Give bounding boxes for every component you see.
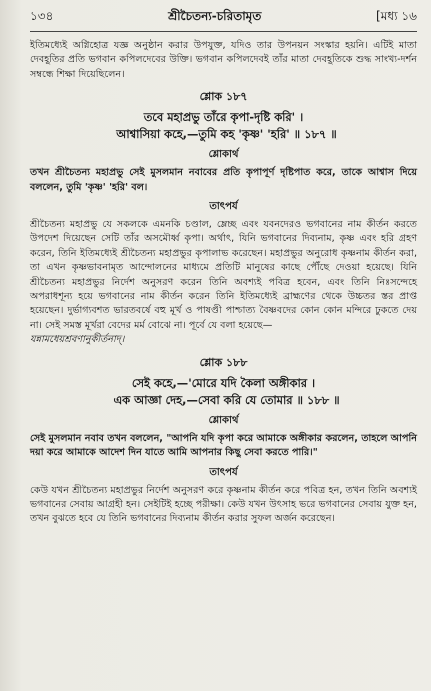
- chapter-marker: [মধ্য ১৬: [376, 9, 417, 23]
- running-title: শ্রীচৈতন্য-চরিতামৃত: [168, 9, 262, 23]
- page-header: [30, 8, 417, 32]
- page-number: ১৩৪: [30, 9, 54, 23]
- intro-paragraph: ইতিমধ্যেই অগ্নিহোত্র যজ্ঞ অনুষ্ঠান করার উপযুক্ত, যদিও তার উপনয়ন সংস্কার হয়নি। এটিই মাতা দেবহূতির প্রতি ভগবান কপিলদেবের উক্তি। ভগবান কপিলদেবই তাঁর মাতা দেবহূতিকে শুদ্ধ সাংখ্য-দর্শন সম্বন্ধে শিক্ষা দিয়েছিলেন।: [30, 40, 417, 80]
- verse-188: [30, 354, 417, 527]
- verse-187-translation: তখন শ্রীচৈতন্য মহাপ্রভু সেই মুসলমান নবাবের প্রতি কৃপাপূর্ণ দৃষ্টিপাত করে, তাকে আশ্বাস দিয়ে বললেন, তুমি 'কৃষ্ণ' 'হরি' বল।: [30, 167, 417, 193]
- verse-187-purport: শ্রীচৈতন্য মহাপ্রভু যে সকলকে এমনকি চণ্ডাল, ম্লেচ্ছ এবং যবনদেরও ভগবানের নাম কীর্তন করতে উপদেশ দিয়েছেন সেটি তাঁর অসমৌর্ধ্ব কৃপা। অর্থাৎ, যিনি ভগবানের দিব্যনাম, কৃষ্ণ এবং হরি গ্রহণ করেন, তিনি ইতিমধ্যেই শ্রীচৈতন্য মহাপ্রভুর কৃপালাভ করেছেন। মহাপ্রভুর অনুরোধ কৃষ্ণনাম কীর্তন করা, তা এখন কৃষ্ণভাবনামৃত আন্দোলনের মাধ্যমে প্রতিটি মানুষের কাছে পৌঁছে দেওয়া হয়েছে। যিনি শ্রীচৈতন্য মহাপ্রভুর নির্দেশ অনুসরণ করেন তিনি অবশ্যই পবিত্র হবেন, এবং তিনি নিঃসন্দেহে অপরাধশূন্য হয়ে ভগবানের নাম কীর্তন করেন তিনি ইতিমধ্যেই ব্রাহ্মণের থেকে উচ্চতর স্তর প্রাপ্ত হয়েছেন। দুর্ভাগ্যবশত ভারতবর্ষে বহু মূর্খ ও পাষণ্ডী পাশ্চাত্য বৈষ্ণবদের কোন কোন মন্দিরে ঢুকতে দেয় না। সেই সমস্ত মূর্খরা বেদের মর্ম বোঝে না। পূর্বে যে বলা হয়েছে—: [30, 219, 417, 331]
- verse-188-purport: কেউ যখন শ্রীচৈতন্য মহাপ্রভুর নির্দেশ অনুসরণ করে কৃষ্ণনাম কীর্তন করে পবিত্র হন, তখন তিনি অবশ্যই ভগবানের সেবায় আগ্রহী হন। সেইটিই হচ্ছে পরীক্ষা। কেউ যখন উৎসাহ ভরে ভগবানের সেবায় যুক্ত হন, তখন বুঝতে হবে যে তিনি ভগবানের দিব্যনাম কীর্তন করার সুফল অর্জন করেছেন।: [30, 484, 417, 525]
- verse-187: [30, 88, 417, 347]
- verse-187-line-1: তবে মহাপ্রভু তাঁরে কৃপা-দৃষ্টি করি' ।: [143, 110, 304, 125]
- verse-187-quote: যন্নামধেয়শ্রবণানুকীর্তনাদ্।: [30, 334, 125, 346]
- verse-188-line-2: এক আজ্ঞা দেহ,—সেবা করি যে তোমার ॥ ১৮৮ ॥: [113, 392, 340, 407]
- verse-188-line-1: সেই কহে,—'মোরে যদি কৈলা অঙ্গীকার ।: [131, 375, 316, 390]
- verse-187-line-2: আশ্বাসিয়া কহে,—তুমি কহ 'কৃষ্ণ' 'হরি' ॥ ১৮৭ ॥: [116, 127, 337, 142]
- verse-188-purport-heading: তাৎপর্য: [209, 466, 238, 478]
- verse-188-heading: শ্লোক ১৮৮: [199, 355, 248, 369]
- verse-187-heading: শ্লোক ১৮৭: [199, 90, 248, 104]
- verse-187-purport-heading: তাৎপর্য: [209, 201, 238, 213]
- verse-187-translation-heading: শ্লোকার্থ: [208, 149, 239, 161]
- verse-188-translation-heading: শ্লোকার্থ: [208, 414, 239, 426]
- verse-188-translation: সেই মুসলমান নবাব তখন বললেন, "আপনি যদি কৃপা করে আমাকে অঙ্গীকার করলেন, তাহলে আপনি দয়া করে আমাকে আদেশ দিন যাতে আমি আপনার কিছু সেবা করতে পারি।": [30, 432, 417, 459]
